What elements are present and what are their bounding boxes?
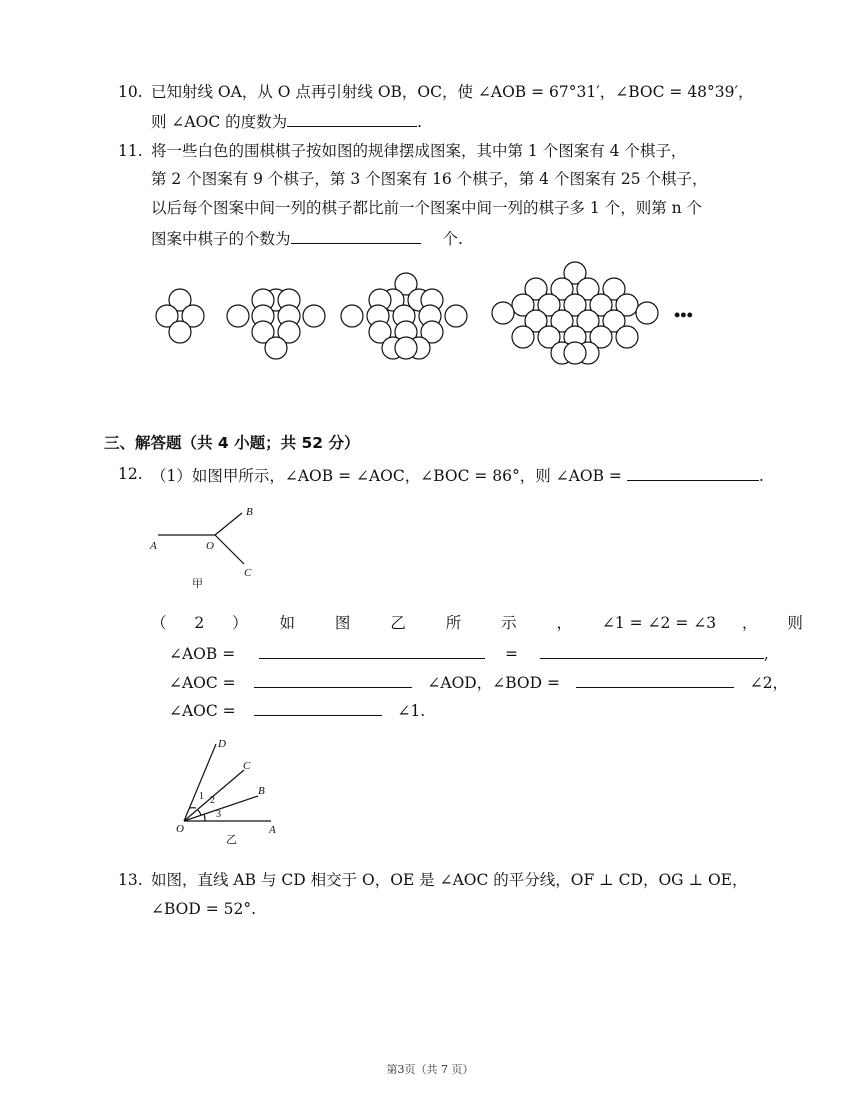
label-o: O bbox=[206, 540, 214, 552]
q12-r2-mid: ∠AOD，∠BOD = bbox=[427, 674, 560, 692]
go-stone bbox=[395, 337, 417, 359]
pattern-2 bbox=[227, 289, 325, 359]
q12-r1-label: ∠AOB = bbox=[169, 645, 236, 663]
q12-part2-word-4: 所 bbox=[445, 614, 462, 632]
q12-part2-row3 bbox=[169, 698, 425, 722]
q12-r1-eq: = bbox=[504, 645, 518, 663]
q11-answer-blank[interactable] bbox=[291, 226, 421, 244]
page-footer: 第3页（共 7 页） bbox=[386, 1063, 474, 1076]
angle-label-2: 2 bbox=[210, 795, 215, 806]
go-stone bbox=[169, 321, 191, 343]
go-stone bbox=[616, 326, 638, 348]
q12-r1-end: , bbox=[763, 645, 769, 663]
angle-label-1: 1 bbox=[199, 791, 204, 802]
q10-text-line2a: 则 ∠AOC 的度数为 bbox=[151, 113, 288, 131]
label-a: A bbox=[269, 824, 276, 836]
caption-yi: 乙 bbox=[226, 834, 237, 846]
q12-r3-label: ∠AOC = bbox=[169, 702, 236, 720]
q12-part1-end: . bbox=[758, 467, 764, 485]
q12-part2-word-3: 乙 bbox=[390, 614, 406, 632]
go-stone bbox=[341, 305, 363, 327]
ellipsis-dots: ••• bbox=[674, 305, 693, 325]
q11-text-line4 bbox=[151, 226, 463, 250]
q11-text-line4b: 个. bbox=[442, 230, 463, 248]
q12-part1-text: （1）如图甲所示，∠AOB = ∠AOC，∠BOC = 86°，则 ∠AOB = bbox=[151, 467, 622, 485]
ray-oc bbox=[215, 535, 244, 564]
q12-r3-end: ∠1. bbox=[397, 702, 426, 720]
pattern-4 bbox=[492, 262, 658, 364]
q12-part2-line1 bbox=[151, 612, 803, 634]
pattern-3 bbox=[341, 273, 467, 359]
q13-text-line2: ∠BOD = 52°. bbox=[151, 900, 257, 918]
label-c: C bbox=[243, 760, 251, 772]
q12-part2-close: ） bbox=[232, 614, 248, 632]
go-stone bbox=[445, 305, 467, 327]
pattern-1 bbox=[156, 289, 204, 343]
ray-ob bbox=[184, 796, 258, 821]
arc-3 bbox=[204, 814, 205, 821]
label-c: C bbox=[244, 567, 252, 579]
q12-part2-then: 则 bbox=[787, 614, 803, 632]
ray-od bbox=[184, 744, 216, 821]
q11-text-line4a: 图案中棋子的个数为 bbox=[151, 230, 291, 248]
go-stone bbox=[492, 302, 514, 324]
q10-answer-blank[interactable] bbox=[287, 109, 417, 127]
q12-part2-condition: ∠1 = ∠2 = ∠3 bbox=[601, 614, 717, 632]
q12-r1-blank-2[interactable] bbox=[540, 641, 764, 659]
q12-part2-comma: ， bbox=[741, 614, 758, 632]
q11-number: 11. bbox=[118, 142, 143, 160]
q12-part2-word-6: ， bbox=[556, 614, 572, 632]
label-a: A bbox=[150, 540, 157, 552]
caption-jia: 甲 bbox=[192, 578, 203, 590]
q12-part2-word-1: 如 bbox=[279, 614, 296, 632]
figure-yi bbox=[168, 733, 293, 848]
q12-part2-word-5: 示 bbox=[501, 614, 517, 632]
label-b: B bbox=[246, 506, 253, 518]
q12-r2-blank-2[interactable] bbox=[576, 670, 734, 688]
ray-ob bbox=[215, 513, 242, 535]
go-stone bbox=[227, 305, 249, 327]
q12-part2-word-2: 图 bbox=[334, 614, 351, 632]
q12-part1-blank[interactable] bbox=[627, 463, 759, 481]
q13-number: 13. bbox=[118, 871, 143, 889]
q12-part2-row2 bbox=[169, 670, 788, 694]
angle-label-3: 3 bbox=[216, 809, 221, 820]
q12-r2-blank-1[interactable] bbox=[254, 670, 412, 688]
go-stone bbox=[512, 326, 534, 348]
q11-text-line1: 将一些白色的围棋棋子按如图的规律摆成图案，其中第 1 个图案有 4 个棋子， bbox=[151, 142, 687, 160]
go-stone bbox=[303, 305, 325, 327]
q10-text-line2 bbox=[151, 109, 422, 133]
label-b: B bbox=[258, 785, 265, 797]
q11-text-line3: 以后每个图案中间一列的棋子都比前一个图案中间一列的棋子多 1 个，则第 n 个 bbox=[151, 199, 703, 217]
label-d: D bbox=[218, 738, 226, 750]
q11-text-line2: 第 2 个图案有 9 个棋子，第 3 个图案有 16 个棋子，第 4 个图案有 25 个棋子， bbox=[151, 170, 708, 188]
q12-r3-blank[interactable] bbox=[254, 698, 382, 716]
q13-text-line1: 如图，直线 AB 与 CD 相交于 O，OE 是 ∠AOC 的平分线，OF ⊥ CD，OG ⊥ OE， bbox=[151, 871, 748, 889]
section-heading: 三、解答题（共 4 小题；共 52 分） bbox=[104, 434, 360, 452]
go-stones-figure bbox=[140, 255, 720, 375]
q12-number: 12. bbox=[118, 465, 143, 483]
go-stone bbox=[636, 302, 658, 324]
q12-part2-num: 2 bbox=[194, 614, 205, 632]
q12-r2-label: ∠AOC = bbox=[169, 674, 236, 692]
go-stone bbox=[265, 337, 287, 359]
q12-r1-blank-1[interactable] bbox=[259, 641, 485, 659]
q12-part2-open: （ bbox=[151, 614, 167, 632]
q12-part1 bbox=[151, 463, 764, 487]
q12-r2-end: ∠2， bbox=[749, 674, 789, 692]
q10-text-line2b: . bbox=[417, 113, 423, 131]
arc-2 bbox=[198, 810, 201, 815]
label-o: O bbox=[176, 823, 184, 835]
q12-part2-row1 bbox=[169, 641, 769, 665]
q10-text-line1: 已知射线 OA，从 O 点再引射线 OB，OC，使 ∠AOB = 67°31′，∠BOC = 48°39′， bbox=[151, 83, 754, 101]
figure-jia bbox=[140, 500, 280, 595]
go-stone bbox=[564, 342, 586, 364]
q10-number: 10. bbox=[118, 83, 143, 101]
